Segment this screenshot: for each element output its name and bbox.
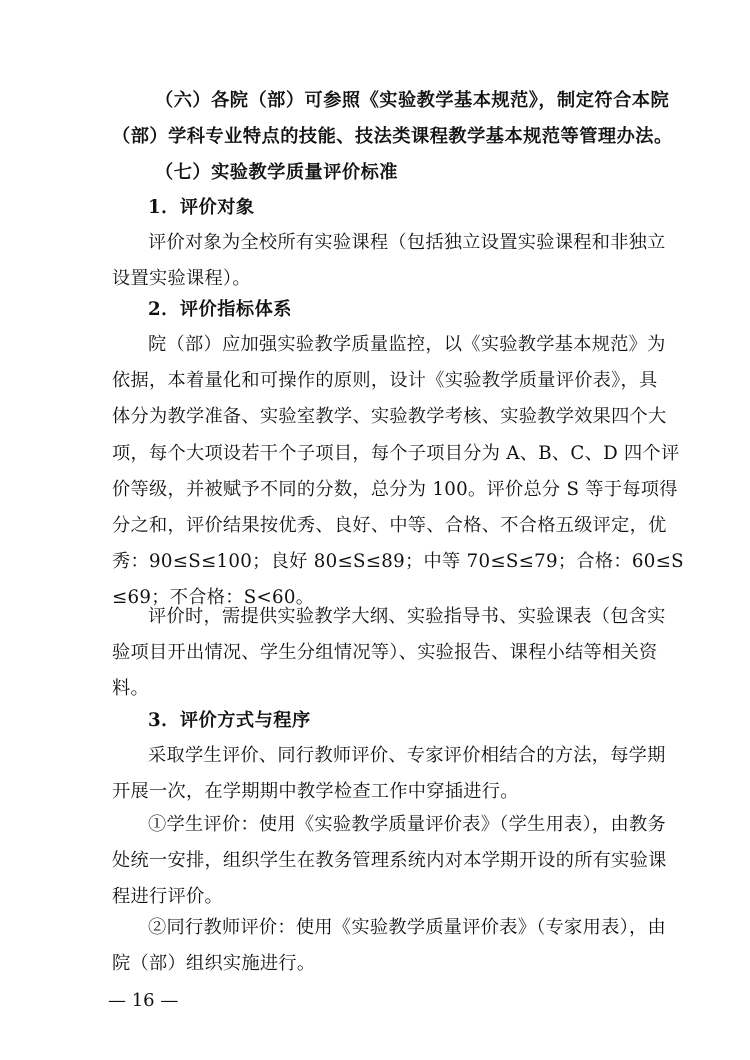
paragraph-line: 采取学生评价、同行教师评价、专家评价相结合的方法，每学期 bbox=[148, 745, 666, 766]
paragraph-line: 处统一安排，组织学生在教务管理系统内对本学期开设的所有实验课 bbox=[112, 850, 667, 872]
paragraph-line: 料。 bbox=[112, 678, 149, 700]
paragraph-line: （部）学科专业特点的技能、技法类课程教学基本规范等管理办法。 bbox=[112, 126, 673, 148]
subheading-evaluation-system bbox=[112, 296, 636, 324]
subheading-evaluation-method bbox=[112, 707, 636, 735]
heading-line: 1．评价对象 bbox=[148, 197, 255, 218]
paragraph-line: 价等级，并被赋予不同的分数，总分为 100。评价总分 S 等于每项得 bbox=[112, 478, 678, 500]
paragraph-line: 开展一次，在学期期中教学检查工作中穿插进行。 bbox=[112, 781, 519, 803]
paragraph-evaluation-system bbox=[112, 331, 684, 613]
paragraph-line: 项，每个大项设若干个子项目，每个子项目分为 A、B、C、D 四个评 bbox=[112, 442, 680, 464]
heading-line: 2．评价指标体系 bbox=[148, 299, 292, 320]
paragraph-line: 院（部）应加强实验教学质量监控，以《实验教学基本规范》为 bbox=[148, 334, 666, 355]
paragraph-evaluation-method bbox=[112, 742, 666, 806]
paragraph-line: 设置实验课程）。 bbox=[112, 268, 251, 290]
paragraph-line: 评价对象为全校所有实验课程（包括独立设置实验课程和非独立 bbox=[148, 232, 666, 253]
paragraph-line: 程进行评价。 bbox=[112, 886, 223, 908]
paragraph-line: ≤69；不合格：S<60。 bbox=[112, 587, 315, 609]
paragraph-line: 体分为教学准备、实验室教学、实验教学考核、实验教学效果四个大 bbox=[112, 406, 667, 428]
paragraph-line: 评价时，需提供实验教学大纲、实验指导书、实验课表（包含实 bbox=[148, 606, 666, 627]
paragraph-line: 依据，本着量化和可操作的原则，设计《实验教学质量评价表》，具 bbox=[112, 370, 658, 392]
page-number: — 16 — bbox=[108, 990, 179, 1011]
paragraph-line: ①学生评价：使用《实验教学质量评价表》（学生用表），由教务 bbox=[148, 814, 666, 835]
paragraph-line: 院（部）组织实施进行。 bbox=[112, 953, 316, 975]
paragraph-materials bbox=[112, 603, 666, 704]
paragraph-student-evaluation bbox=[112, 811, 667, 912]
subheading-evaluation-object bbox=[112, 194, 636, 222]
heading-line: 3．评价方式与程序 bbox=[148, 710, 311, 731]
paragraph-evaluation-object bbox=[112, 229, 666, 293]
paragraph-line: （六）各院（部）可参照《实验教学基本规范》，制定符合本院 bbox=[155, 90, 670, 111]
paragraph-line: 分之和，评价结果按优秀、良好、中等、合格、不合格五级评定，优 bbox=[112, 515, 667, 537]
paragraph-line: 验项目开出情况、学生分组情况等）、实验报告、课程小结等相关资 bbox=[112, 642, 658, 664]
section-heading-seven bbox=[112, 159, 636, 187]
paragraph-peer-evaluation bbox=[112, 914, 666, 978]
paragraph-line: ②同行教师评价：使用《实验教学质量评价表》（专家用表），由 bbox=[148, 917, 666, 938]
paragraph-line: 秀：90≤S≤100；良好 80≤S≤89；中等 70≤S≤79；合格：60≤S bbox=[112, 551, 684, 573]
paragraph-six bbox=[112, 87, 673, 151]
heading-line: （七）实验教学质量评价标准 bbox=[155, 162, 398, 183]
